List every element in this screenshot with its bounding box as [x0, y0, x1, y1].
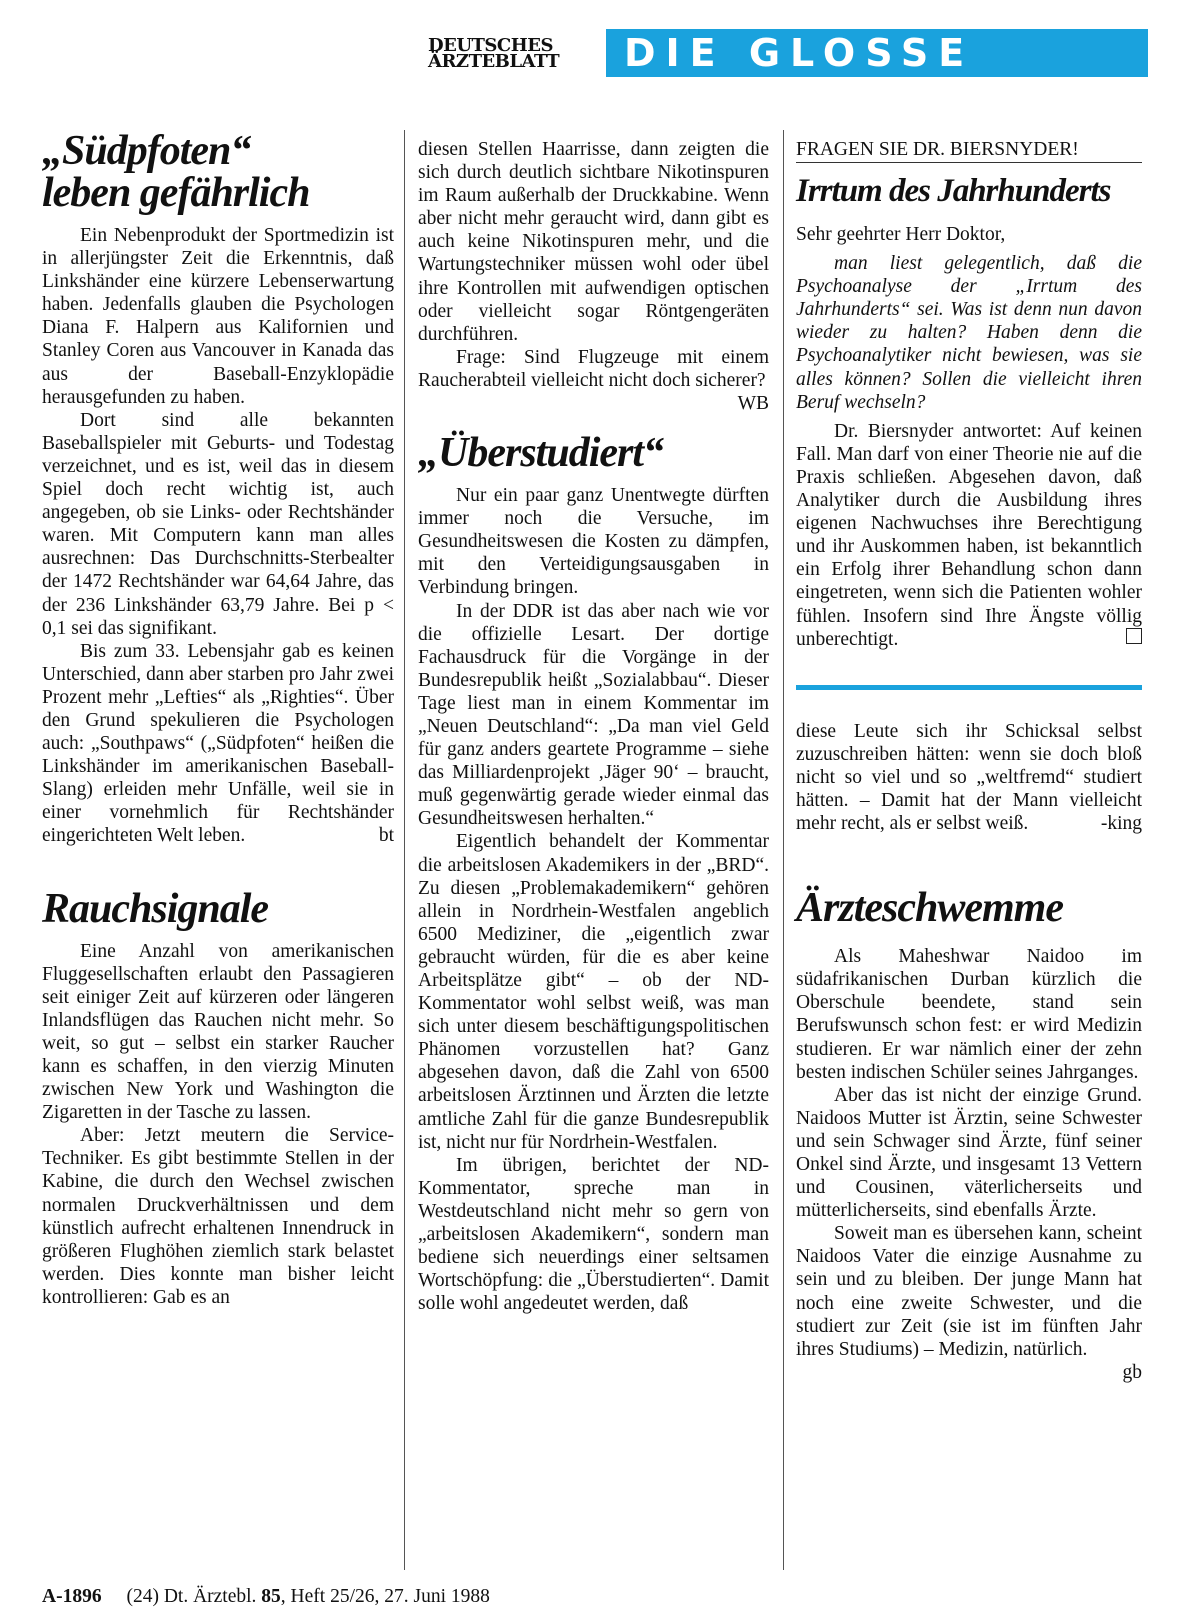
section-kicker: FRAGEN SIE DR. BIERSNYDER! [796, 138, 1142, 163]
paragraph: diesen Stellen Haarrisse, dann zeigten die sich durch deutlich sichtbare Nikotinspuren im Raum außerhalb der Druckkabine. Wenn aber nicht mehr geraucht wird, dann gibt es auch keine Nikotinspuren mehr, und die Wartungstechniker müssen wohl oder übel ihre Kontrollen mit aufwendigen optischen oder vielleicht sogar Röntgengeräten durchführen. [418, 139, 769, 345]
masthead-line2: ÄRZTEBLATT [428, 51, 560, 72]
salutation: Sehr geehrter Herr Doktor, [796, 224, 1006, 245]
section-banner: DIE GLOSSE [606, 29, 1148, 77]
reader-letter: man liest gelegentlich, daß die Psychoanalyse der „Irrtum des Jahrhunderts“ sei. Was ist denn nun davon wieder zu halten? Haben denn die Psychoanalytiker nicht bewiesen, was sie alles können? Sollen die vielleicht ihren Beruf wechseln? [796, 253, 1142, 413]
paragraph: Dr. Biersnyder antwortet: Auf keinen Fall. Man darf von einer Theorie nie auf die Praxis schließen. Abgesehen davon, daß Analytiker durch die Ausbildung ihres eigenen Nachwuchses ihre Berechtigung und ihr Auskommen haben, ist bekanntlich ein Erfolg ihrer Behandlung schon dann eingetreten, wenn sich die Patienten wohler fühlen. Insofern sind Ihre Ängste völlig unberechtigt. [796, 420, 1142, 650]
paragraph: Eigentlich behandelt der Kommentar die arbeitslosen Akademikers in der „BRD“. Zu diesen „Problemakademikern“ gehören allein in Nordrhein-Westfalen angeblich 6500 Mediziner, die „eigentlich zwar gebraucht würden, für die es aber keine Arbeitsplätze gibt“ – ob der ND-Kommentator wohl selbst weiß, was man sich unter diesem beschäftigungspolitischen Phänomen vorzustellen hat? Ganz abgesehen davon, daß die Zahl von 6500 arbeitslosen Ärztinnen und Ärzten die letzte amtliche Zahl für die ganze Bundesrepublik ist, nicht nur für Nordrhein-Westfalen. [418, 831, 769, 1153]
paragraph: Im übrigen, berichtet der ND-Kommentator, spreche man in Westdeutschland nicht mehr so gern von „arbeitslosen Akademikern“, sondern man bediene sich neuerdings einer seltsamen Wortschöpfung: die „Überstudierten“. Damit solle wohl angedeutet werden, daß [418, 1154, 769, 1315]
paragraph: Aber: Jetzt meutern die Service-Techniker. Es gibt bestimmte Stellen in der Kabine, die durch den Wechsel zwischen normalen Druckverhältnissen und dem künstlich aufrecht erhaltenen Innendruck in größeren Flughöhen ziemlich stark belastet werden. Dies konnte man bisher leicht kontrollieren: Gab es an [42, 1125, 394, 1308]
article-title-ueberstudiert: „Überstudiert“ [418, 430, 664, 477]
citation: (24) Dt. Ärztebl. 85, Heft 25/26, 27. Juni 1988 [126, 1586, 490, 1607]
separator-bar [796, 685, 1142, 690]
paragraph: Eine Anzahl von amerikanischen Fluggesellschaften erlaubt den Passagieren seit einiger Zeit auf kürzeren oder längeren Inlandsflügen das Rauchen nicht mehr. So weit, so gut – selbst ein starker Raucher kann es schaffen, in den vierzig Minuten zwischen New York und Washington die Zigaretten in der Tasche zu lassen. [42, 940, 394, 1124]
paragraph: Als Maheshwar Naidoo im südafrikanischen Durban kürzlich die Oberschule beendete, stand sein Berufswunsch schon fest: er wird Medizin studieren. Er war nämlich einer der zehn besten indischen Schüler seines Jahrganges. [796, 946, 1142, 1083]
paragraph: Ein Nebenprodukt der Sportmedizin ist in allerjüngster Zeit die Erkenntnis, daß Linkshänder eine kürzere Lebenserwartung haben. Jedenfalls glauben die Psychologen Diana F. Halpern aus Kalifornien und Stanley Coren aus Vancouver in Kanada das aus der Baseball-Enzyklopädie herausgefunden zu haben. [42, 225, 394, 408]
paragraph: Dort sind alle bekannten Baseballspieler mit Geburts- und Todestag verzeichnet, und es ist, weil das in diesem Spiel doch recht wichtig ist, auch angegeben, ob sie Links- oder Rechtshänder waren. Mit Computern kann man alles ausrechnen: Das Durchschnitts-Sterbealter der 1472 Rechtshänder war 64,64 Jahre, das der 236 Linkshänder 63,79 Jahre. Bei p < 0,1 sei das signifikant. [42, 409, 394, 639]
masthead-line1: DEUTSCHES [428, 35, 553, 56]
column-divider [404, 130, 405, 1570]
column-right [796, 130, 1142, 1384]
masthead-logo [428, 35, 593, 72]
column-left [42, 130, 394, 1309]
page-number: A-1896 [42, 1586, 102, 1607]
article-title-suedpfoten: „Südpfoten“ leben gefährlich [42, 128, 310, 216]
column-middle [418, 138, 769, 1315]
paragraph: Frage: Sind Flugzeuge mit einem Raucherabteil vielleicht nicht doch sicherer? WB [418, 346, 769, 415]
article-title-rauchsignale: Rauchsignale [42, 885, 269, 932]
end-mark-icon [1126, 628, 1142, 644]
paragraph: Nur ein paar ganz Unentwegte dürften immer noch die Versuche, im Gesundheitswesen die Kosten zu dämpfen, mit den Verteidigungsausgaben in Verbindung bringen. [418, 485, 769, 599]
author-signature: -king [1100, 813, 1142, 835]
paragraph: Soweit man es übersehen kann, scheint Naidoos Vater die einzige Ausnahme zu sein und zu bleiben. Der junge Mann hat noch eine zweite Schwester, und die studiert zur Zeit (sie ist im fünften Jahr ihres Studiums) – Medizin, natürlich. gb [796, 1223, 1142, 1383]
paragraph: Aber das ist nicht der einzige Grund. Naidoos Mutter ist Ärztin, seine Schwester und sein Schwager sind Ärzte, fünf seiner Onkel sind Ärzte, und insgesamt 13 Vettern und Cousinen, väterlicherseits und mütterlicherseits, sind ebenfalls Ärzte. [796, 1084, 1142, 1222]
author-signature: bt [378, 825, 394, 847]
author-signature: gb [1122, 1361, 1142, 1383]
author-signature: WB [737, 393, 769, 415]
paragraph: diese Leute sich ihr Schicksal selbst zuzuschreiben hätten: wenn sie doch bloß nicht so viel und so „weltfremd“ studiert hätten. – Damit hat der Mann vielleicht mehr recht, als er selbst weiß. -king [796, 720, 1142, 835]
column-divider [783, 130, 784, 1570]
paragraph: In der DDR ist das aber nach wie vor die offizielle Lesart. Der dortige Fachausdruck für die Vorgänge in der Bundesrepublik heißt „Sozialabbau“. Dieser Tage liest man in einem Kommentar im „Neuen Deutschland“: „Da man viel Geld für ganz anders geartete Programme – siehe das Milliardenprojekt ‚Jäger 90‘ – braucht, muß gegenwärtig gerade wieder einmal das Gesundheitswesen herhalten.“ [418, 600, 769, 830]
page-footer [42, 1585, 490, 1609]
article-title-aerzteschwemme: Ärzteschwemme [796, 885, 1063, 932]
paragraph: Bis zum 33. Lebensjahr gab es keinen Unterschied, dann aber starben pro Jahr zwei Prozent mehr „Lefties“ als „Righties“. Über den Grund spekulieren die Psychologen auch: „Southpaws“ („Südpfoten“ heißen die Linkshänder im amerikanischen Baseball-Slang) erleiden mehr Unfälle, weil sie in einer vornehmlich für Rechtshänder eingerichteten Welt leben. bt [42, 640, 394, 847]
article-title-irrtum: Irrtum des Jahrhunderts [796, 173, 1111, 209]
